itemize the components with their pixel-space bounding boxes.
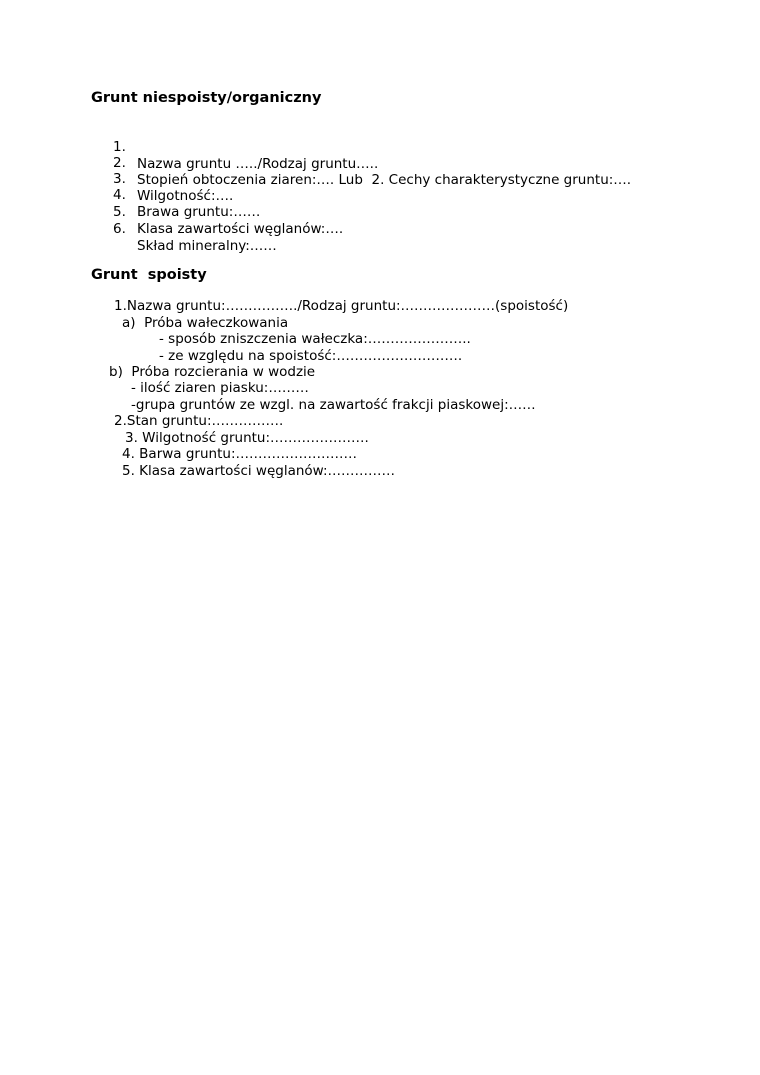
list-item-number: 3. (113, 171, 126, 187)
list-item-text: Wilgotność:…. (137, 188, 234, 204)
outline-line: a) Próba wałeczkowania (122, 315, 289, 331)
outline-line: - ilość ziaren piasku:……… (131, 380, 309, 396)
list-item-number: 6. (113, 221, 126, 237)
outline-line: - ze względu na spoistość:………………………. (159, 348, 463, 364)
list-item-text: Skład mineralny:…… (137, 238, 277, 254)
list-item (0, 122, 760, 172)
list-item-number: 2. (113, 155, 126, 171)
list-item-number: 1. (113, 139, 126, 155)
outline-line: 2.Stan gruntu:……………. (114, 413, 284, 429)
list-item-number: 4. (113, 187, 126, 203)
list-item-number: 5. (113, 204, 126, 220)
list-item-text: Stopień obtoczenia ziaren:…. Lub 2. Cechy charakterystyczne gruntu:…. (137, 172, 632, 188)
outline-line: -grupa gruntów ze wzgl. na zawartość frakcji piaskowej:…… (131, 397, 536, 413)
outline-line: 1.Nazwa gruntu:……………./Rodzaj gruntu:…………………(spoistość) (114, 298, 569, 314)
outline-line: 4. Barwa gruntu:……………………… (122, 446, 357, 462)
list-item-text: Klasa zawartości węglanów:…. (137, 221, 344, 237)
outline-line: 5. Klasa zawartości węglanów:…………… (122, 463, 396, 479)
section-heading-cohesive: Grunt spoisty (91, 267, 207, 283)
outline-line: - sposób zniszczenia wałeczka:………………….. (159, 331, 471, 347)
section-heading-non-cohesive: Grunt niespoisty/organiczny (91, 90, 322, 106)
outline-line: b) Próba rozcierania w wodzie (109, 364, 316, 380)
list-item-text: Brawa gruntu:…… (137, 204, 261, 220)
list-item-text: Nazwa gruntu …../Rodzaj gruntu….. (137, 156, 379, 172)
outline-line: 3. Wilgotność gruntu:…………………. (125, 430, 369, 446)
